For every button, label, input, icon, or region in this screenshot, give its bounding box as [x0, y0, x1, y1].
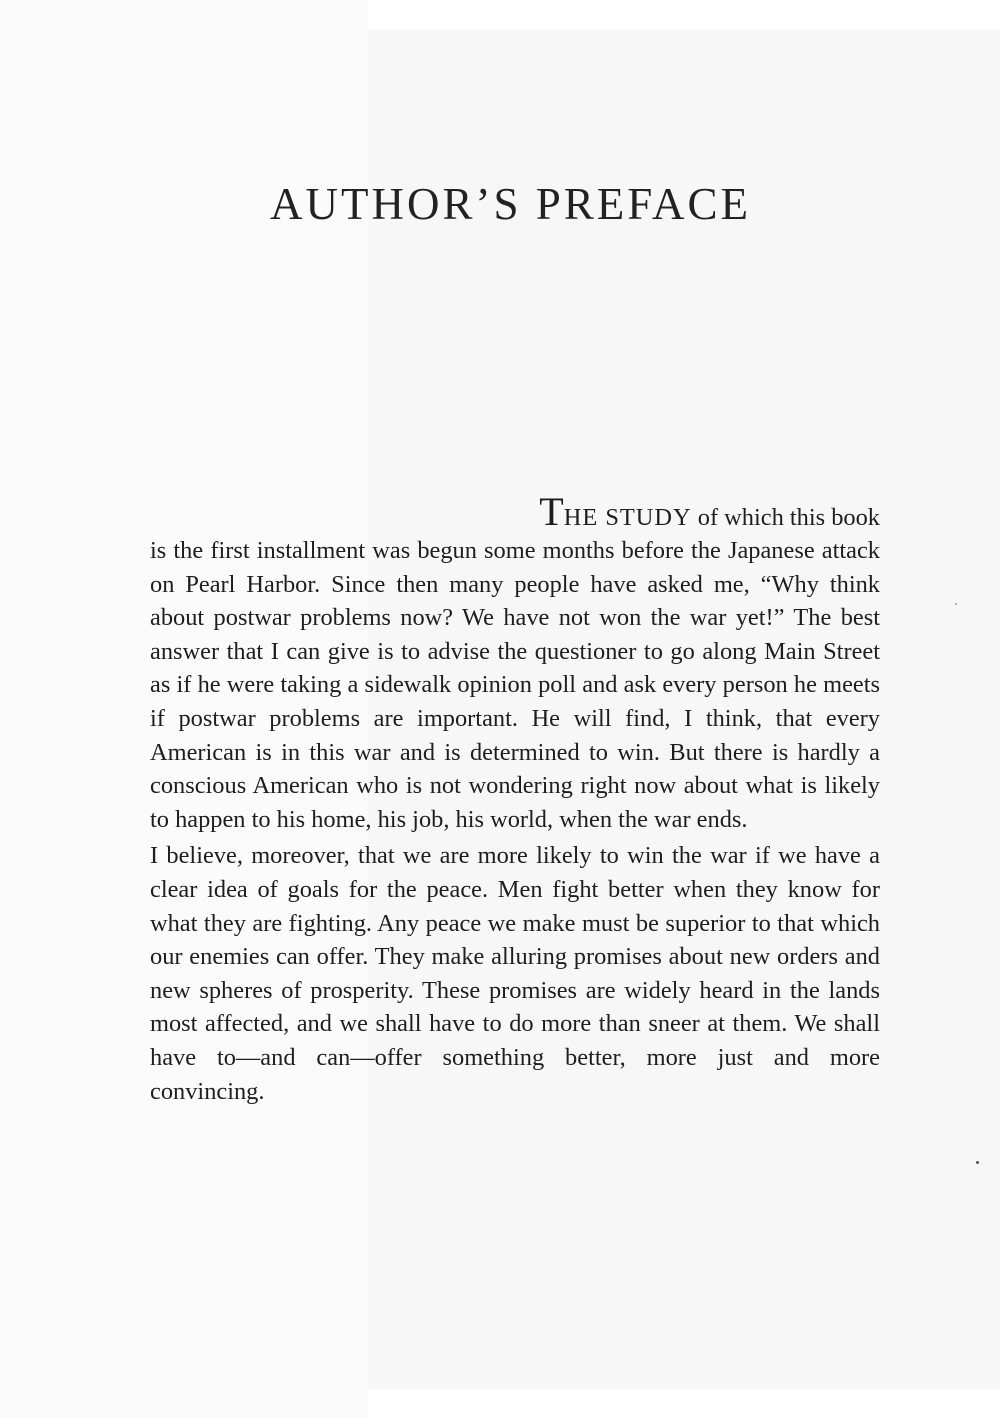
scan-speck — [955, 603, 957, 605]
opening-rest: of which this book — [691, 504, 880, 531]
preface-body — [150, 489, 880, 1108]
page-title: AUTHOR’S PREFACE — [270, 179, 751, 229]
paragraph-1: is the first installment was begun some months before the Japanese attack on Pearl Harbor. Since then many people have asked me, “Why think about postwar problems now? We have not won the war yet!” The best answer that I can give is to advise the questioner to go along Main Street as if he were taking a sidewalk opinion poll and ask every person he meets if postwar problems are important. He will find, I think, that every American is in this war and is determined to win. But there is hardly a conscious American who is not wondering right now about what is likely to happen to his home, his job, his world, when the war ends. — [150, 537, 880, 833]
paragraph-2: I believe, moreover, that we are more likely to win the war if we have a clear idea of goals for the peace. Men fight better when they know for what they are fighting. Any peace we make must be superior to that which our enemies can offer. They make alluring promises about new orders and new spheres of prosperity. These promises are widely heard in the lands most affected, and we shall have to do more than sneer at them. We shall have to—and can—offer something better, more just and more convincing. — [150, 842, 880, 1105]
drop-initial: T — [539, 489, 564, 534]
opening-small-caps: HE STUDY — [563, 504, 692, 531]
scan-speck — [976, 1161, 979, 1164]
opening-line — [150, 489, 880, 534]
